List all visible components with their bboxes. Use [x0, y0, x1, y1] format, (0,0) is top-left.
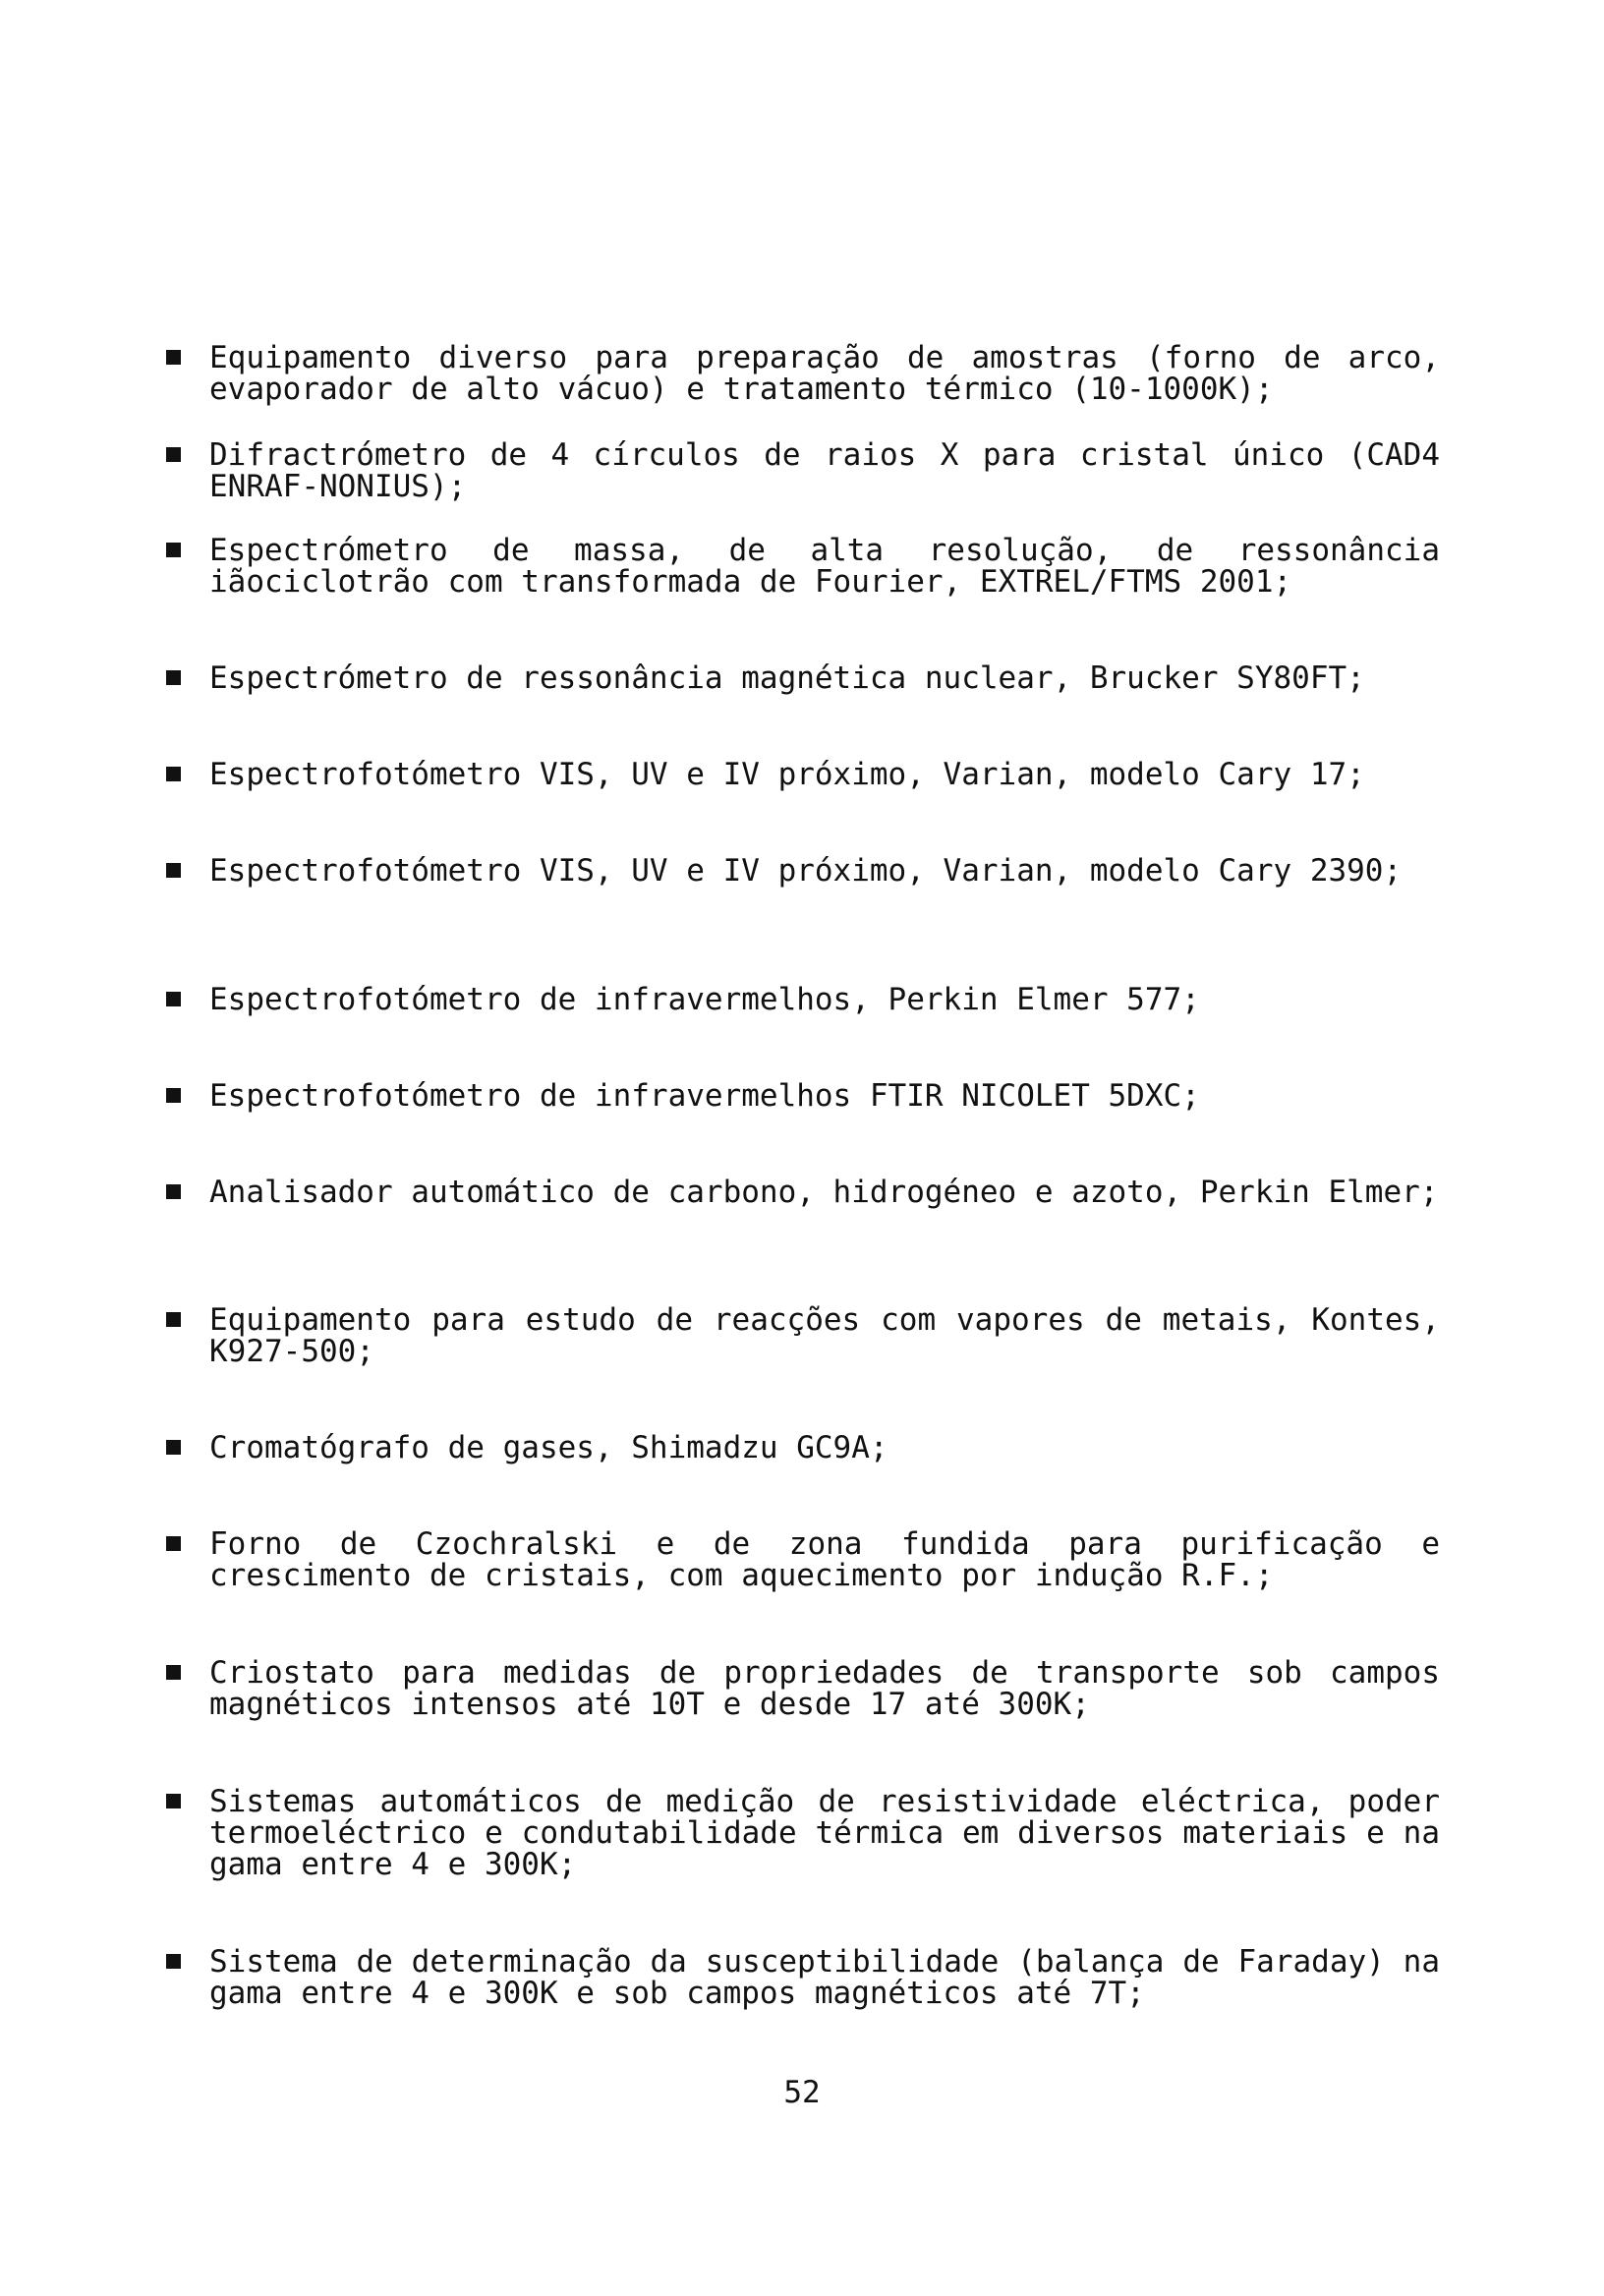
list-item-text: Espectrofotómetro VIS, UV e IV próximo, Varian, modelo Cary 17;	[209, 757, 1365, 792]
square-bullet-icon	[166, 992, 181, 1006]
square-bullet-icon	[166, 1794, 181, 1808]
square-bullet-icon	[166, 543, 181, 557]
list-item-text: Forno de Czochralski e de zona fundida para purificação e crescimento de cristais, com aquecimento por indução R.F.;	[209, 1526, 1440, 1593]
list-item-text: Equipamento para estudo de reacções com vapores de metais, Kontes, K927-500;	[209, 1302, 1440, 1369]
list-item-text: Difractrómetro de 4 círculos de raios X para cristal único (CAD4 ENRAF-NONIUS);	[209, 437, 1440, 504]
square-bullet-icon	[166, 447, 181, 462]
square-bullet-icon	[166, 1440, 181, 1455]
list-item-text: Equipamento diverso para preparação de amostras (forno de arco, evaporador de alto vácuo) e tratamento térmico (10-1000K);	[209, 340, 1440, 407]
square-bullet-icon	[166, 1954, 181, 1969]
square-bullet-icon	[166, 670, 181, 685]
square-bullet-icon	[166, 767, 181, 781]
list-item-text: Espectrofotómetro de infravermelhos, Perkin Elmer 577;	[209, 982, 1200, 1017]
list-item-text: Criostato para medidas de propriedades de transporte sob campos magnéticos intensos até 10T e desde 17 até 300K;	[209, 1655, 1440, 1722]
list-item-text: Espectrómetro de massa, de alta resolução, de ressonância iãociclotrão com transformada de Fourier, EXTREL/FTMS 2001;	[209, 533, 1440, 600]
list-item-text: Espectrofotómetro VIS, UV e IV próximo, Varian, modelo Cary 2390;	[209, 853, 1403, 889]
square-bullet-icon	[166, 1184, 181, 1199]
square-bullet-icon	[166, 863, 181, 878]
square-bullet-icon	[166, 1088, 181, 1103]
square-bullet-icon	[166, 1665, 181, 1680]
list-item-text: Espectrómetro de ressonância magnética nuclear, Brucker SY80FT;	[209, 660, 1365, 696]
list-item-text: Analisador automático de carbono, hidrogéneo e azoto, Perkin Elmer;	[209, 1175, 1439, 1210]
square-bullet-icon	[166, 1312, 181, 1327]
page-number: 52	[783, 2075, 821, 2110]
list-item-text: Sistema de determinação da susceptibilidade (balança de Faraday) na gama entre 4 e 300K e sob campos magnéticos até 7T;	[209, 1944, 1440, 2011]
list-item-text: Sistemas automáticos de medição de resistividade eléctrica, poder termoeléctrico e condutabilidade térmica em diversos materiais e na gama entre 4 e 300K;	[209, 1784, 1440, 1882]
list-item-text: Espectrofotómetro de infravermelhos FTIR NICOLET 5DXC;	[209, 1078, 1200, 1114]
square-bullet-icon	[166, 1536, 181, 1551]
square-bullet-icon	[166, 350, 181, 365]
list-item-text: Cromatógrafo de gases, Shimadzu GC9A;	[209, 1430, 888, 1465]
